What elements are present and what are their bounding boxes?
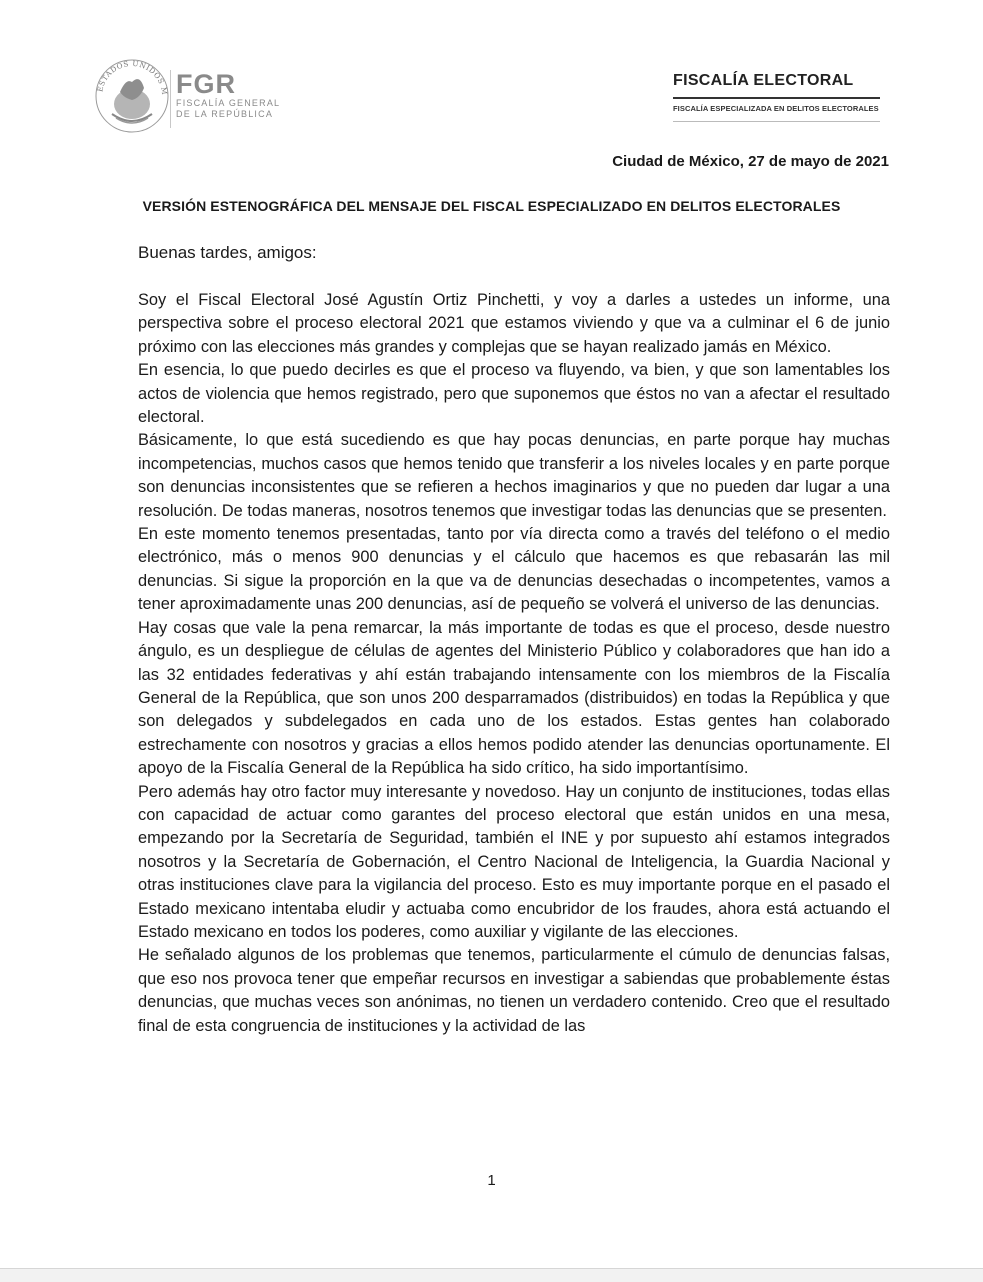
document-heading: VERSIÓN ESTENOGRÁFICA DEL MENSAJE DEL FISCAL ESPECIALIZADO EN DELITOS ELECTORALES bbox=[142, 198, 841, 214]
fgr-logo-line1: FISCALÍA GENERAL bbox=[176, 98, 281, 108]
paragraph: He señalado algunos de los problemas que tenemos, particularmente el cúmulo de denuncias falsas, que eso nos provoca tener que empeñar recursos en investigar a sabiendas que probablemente éstas denuncias, que muchas veces son anónimas, no tienen un verdadero contenido. Creo que el resultado final de esta congruencia de instituciones y la actividad de las bbox=[138, 946, 890, 1035]
document-body bbox=[138, 289, 890, 1038]
fgr-logo bbox=[176, 70, 280, 120]
coat-of-arms-seal bbox=[94, 58, 170, 134]
fgr-logo-line2: DE LA REPÚBLICA bbox=[176, 109, 274, 119]
paragraph: En esencia, lo que puedo decirles es que el proceso va fluyendo, va bien, y que son lamentables los actos de violencia que hemos registrado, pero que suponemos que éstos no van a afectar el resultado electoral. bbox=[138, 361, 890, 427]
fiscalia-electoral-subtitle: FISCALÍA ESPECIALIZADA EN DELITOS ELECTORALES bbox=[673, 104, 879, 113]
fgr-logo-mark: FGR bbox=[176, 69, 236, 99]
header-rule bbox=[673, 121, 880, 122]
paragraph: Básicamente, lo que está sucediendo es que hay pocas denuncias, en parte porque hay muchas incompetencias, muchos casos que hemos tenido que transferir a los niveles locales y en parte porque son denuncias inconsistentes que se refieren a hechos imaginarios y que no pueden dar lugar a una resolución. De todas maneras, nosotros tenemos que investigar todas las denuncias que se presenten. bbox=[138, 431, 890, 520]
paragraph: Soy el Fiscal Electoral José Agustín Ortiz Pinchetti, y voy a darles a ustedes un informe, una perspectiva sobre el proceso electoral 2021 que estamos viviendo y que va a culminar el 6 de junio próximo con las elecciones más grandes y complejas que se hayan realizado jamás en México. bbox=[138, 291, 890, 356]
paragraph: Pero además hay otro factor muy interesante y novedoso. Hay un conjunto de instituciones, todas ellas con capacidad de actuar como garantes del proceso electoral que están unidos en una mesa, empezando por la Secretaría de Seguridad, también el INE y por supuesto ahí estamos integrados nosotros y la Secretaría de Gobernación, el Centro Nacional de Inteligencia, la Guardia Nacional y otras instituciones clave para la vigilancia del proceso. Esto es muy importante porque en el pasado el Estado mexicano intentaba eludir y actuaba como encubridor de los fraudes, ahora está actuando el Estado mexicano en todos los poderes, como auxiliar y vigilante de las elecciones. bbox=[138, 782, 890, 941]
paragraph: Hay cosas que vale la pena remarcar, la más importante de todas es que el proceso, desde nuestro ángulo, es un despliegue de células de agentes del Ministerio Público y colaboradores que han ido a las 32 entidades federativas y ahí están trabajando intensamente con los miembros de la Fiscalía General de la República, que son unos 200 desparramados (distribuidos) en todas la República y que son delegados y subdelegados en cada uno de los estados. Estas gentes han colaborado estrechamente con nosotros y gracias a ellos hemos podido atender las denuncias oportunamente. El apoyo de la Fiscalía General de la República ha sido crítico, ha sido importantísimo. bbox=[138, 618, 890, 778]
seal-ring-text: ESTADOS UNIDOS M bbox=[95, 58, 170, 96]
page-number: 1 bbox=[487, 1172, 496, 1189]
greeting: Buenas tardes, amigos: bbox=[138, 243, 317, 262]
header-divider bbox=[170, 70, 171, 128]
document-date: Ciudad de México, 27 de mayo de 2021 bbox=[612, 153, 889, 170]
fiscalia-electoral-title: FISCALÍA ELECTORAL bbox=[673, 72, 880, 99]
fiscalia-electoral-header bbox=[673, 72, 880, 122]
paragraph: En este momento tenemos presentadas, tanto por vía directa como a través del teléfono o el medio electrónico, más o menos 900 denuncias y el cálculo que hacemos es que rebasarán las mil denuncias. Si sigue la proporción en la que va de denuncias desechadas o incompetentes, vamos a tener aproximadamente unas 200 denuncias, así de pequeño se volverá el universo de las denuncias. bbox=[138, 525, 890, 614]
